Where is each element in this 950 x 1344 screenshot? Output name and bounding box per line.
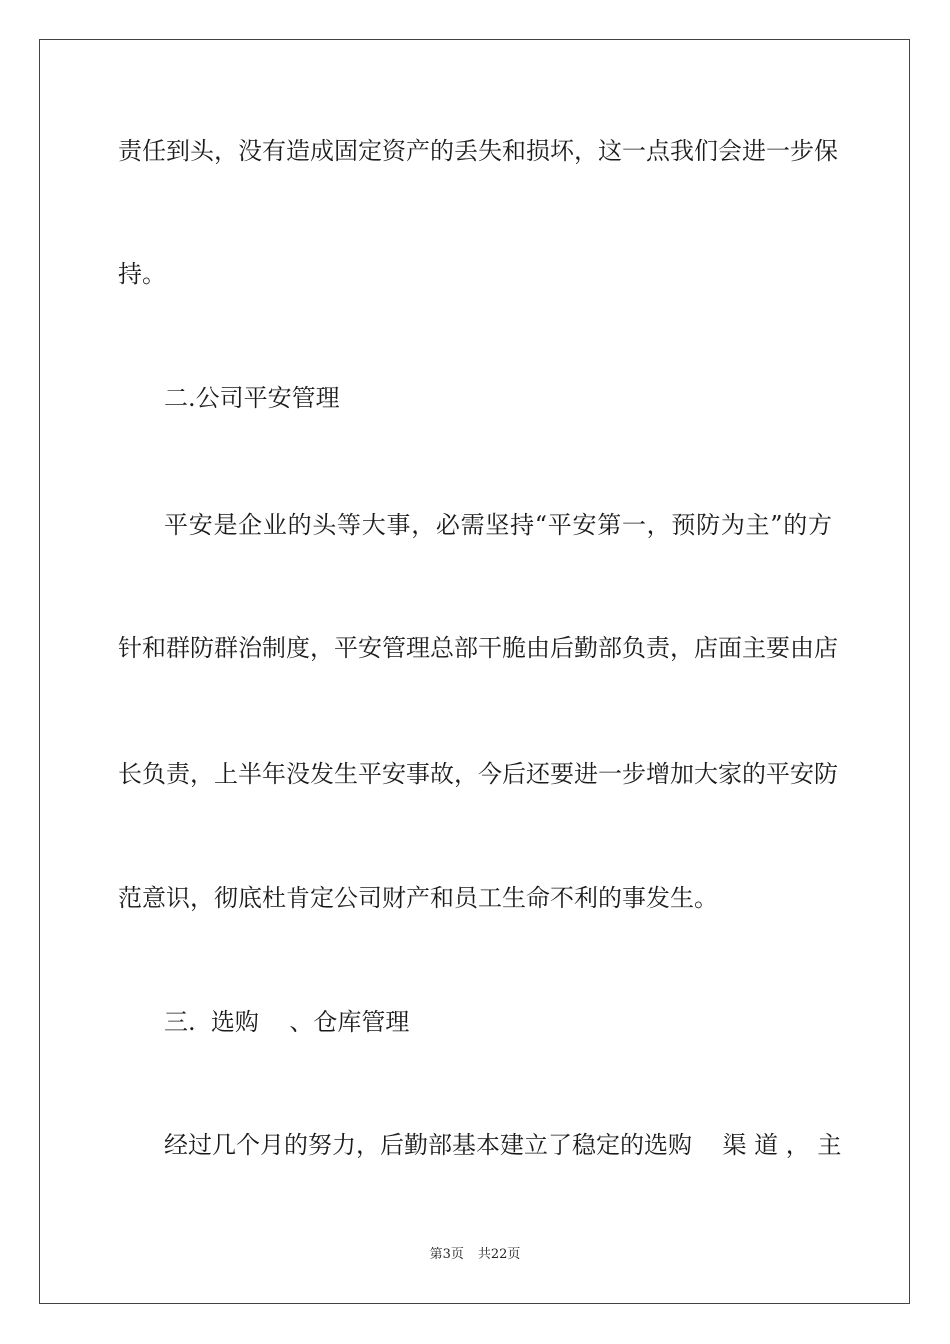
body-text-line: 范意识，彻底杜肯定公司财产和员工生命不利的事发生。 (118, 884, 718, 912)
page-frame (39, 39, 910, 1304)
body-text-line: 长负责，上半年没发生平安事故，今后还要进一步增加大家的平安防 (118, 760, 838, 788)
section-heading: 二.公司平安管理 (164, 384, 340, 412)
body-text-line: 责任到头，没有造成固定资产的丢失和损坏，这一点我们会进一步保 (118, 137, 838, 165)
body-text-line: 针和群防群治制度，平安管理总部干脆由后勤部负责，店面主要由店 (118, 634, 838, 662)
body-text-line: 持。 (118, 260, 166, 288)
body-text-line: 经过几个月的努力，后勤部基本建立了稳定的选购 渠 道 ， 主 (164, 1131, 842, 1159)
section-heading: 三. 选购 、仓库管理 (164, 1008, 410, 1036)
body-text-line: 平安是企业的头等大事，必需坚持“平安第一，预防为主”的方 (164, 511, 832, 539)
page-footer (0, 1246, 950, 1264)
total-pages-label: 共22页 (477, 1247, 521, 1262)
current-page-label: 第3页 (429, 1247, 464, 1262)
